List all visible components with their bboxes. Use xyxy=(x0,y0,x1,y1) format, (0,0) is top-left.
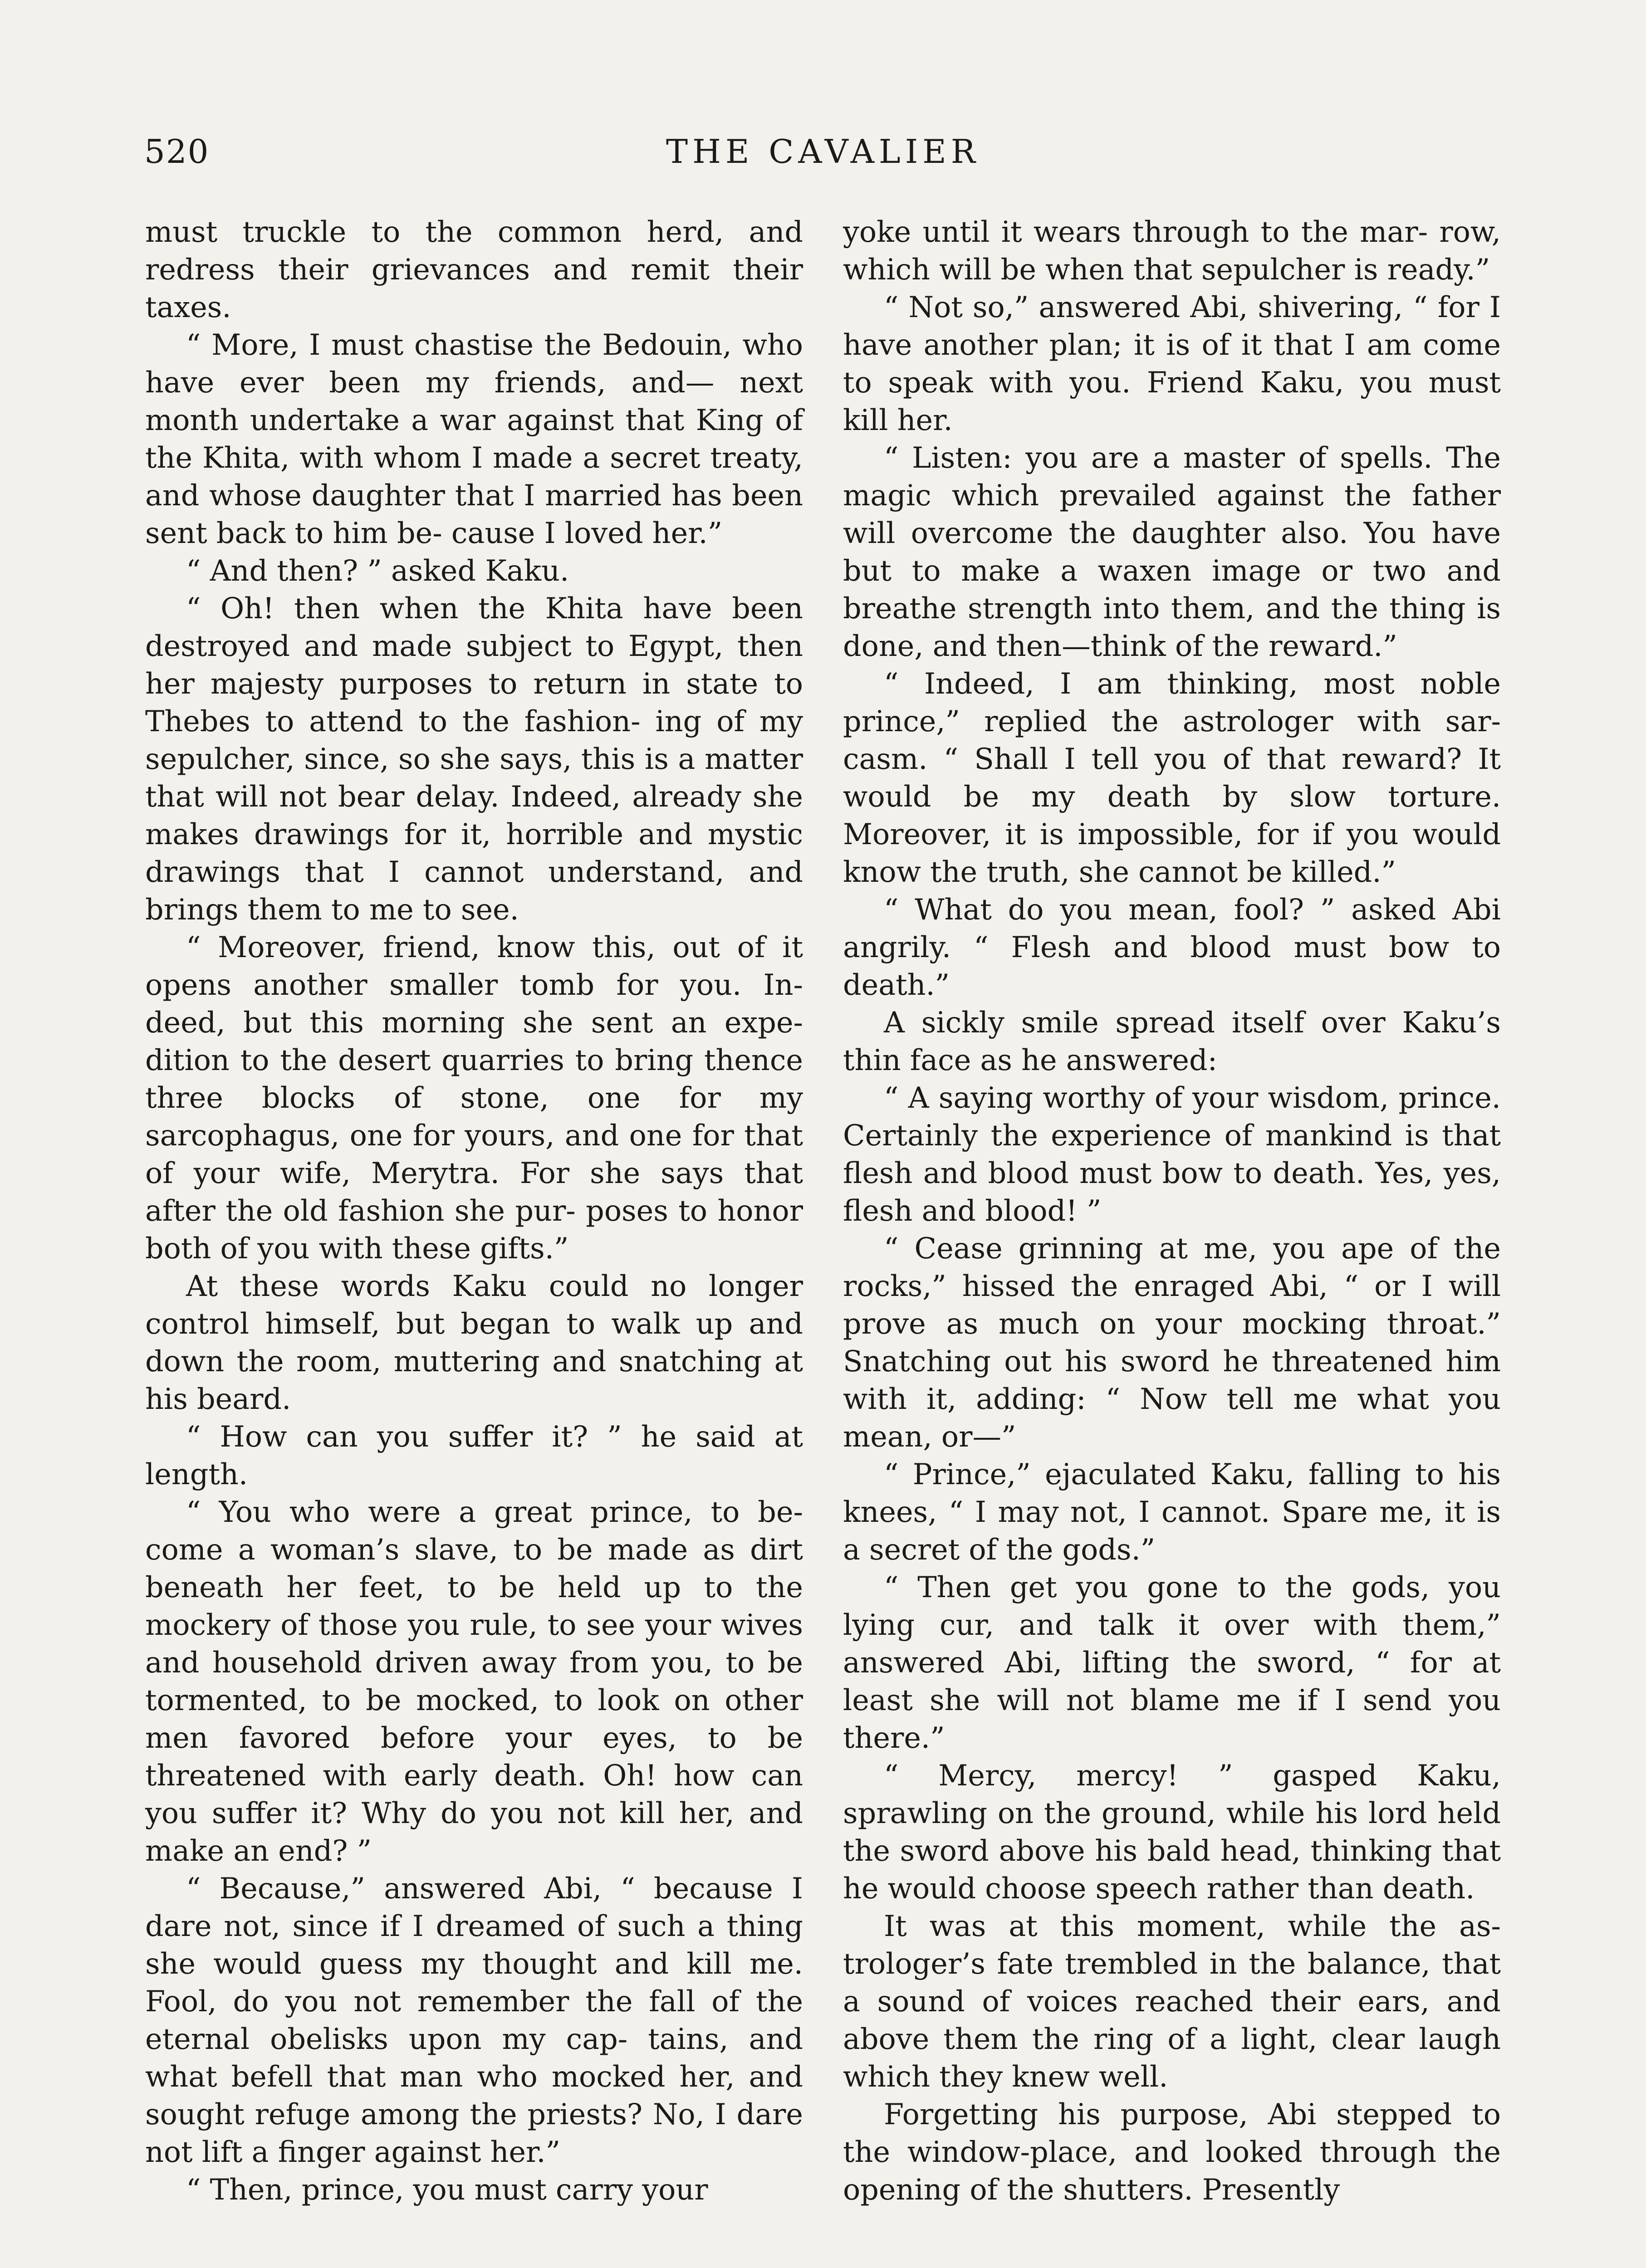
page-number: 520 xyxy=(144,132,210,171)
left-column xyxy=(145,213,803,2209)
paragraph: “ Mercy, mercy! ” gasped Kaku, sprawling on the ground, while his lord held the sword above his bald head, thinking that he would choose speech rather than death. xyxy=(843,1759,1501,1905)
paragraph: Forgetting his purpose, Abi stepped to the window-place, and looked through the opening of the shutters. Presently xyxy=(843,2097,1501,2206)
paragraph: “ How can you suffer it? ” he said at length. xyxy=(145,1420,803,1491)
paragraph: “ Prince,” ejaculated Kaku, falling to his knees, “ I may not, I cannot. Spare me, it is a secret of the gods.” xyxy=(843,1457,1501,1566)
running-head: THE CAVALIER xyxy=(666,132,980,171)
paragraph: “ What do you mean, fool? ” asked Abi angrily. “ Flesh and blood must bow to death.” xyxy=(843,893,1501,1002)
paragraph: “ Then get you gone to the gods, you lying cur, and talk it over with them,” answered Abi, lifting the sword, “ for at least she will not blame me if I send you there.” xyxy=(843,1570,1501,1755)
paragraph: “ Not so,” answered Abi, shivering, “ for I have another plan; it is of it that I am come to speak with you. Friend Kaku, you must kill her. xyxy=(843,290,1501,437)
paragraph: It was at this moment, while the as- trologer’s fate trembled in the balance, that a sound of voices reached their ears, and above them the ring of a light, clear laugh which they knew well. xyxy=(843,1909,1501,2093)
paragraph: At these words Kaku could no longer control himself, but began to walk up and down the room, muttering and snatching at his beard. xyxy=(145,1269,803,1416)
paragraph: “ More, I must chastise the Bedouin, who have ever been my friends, and— next month undertake a war against that King of the Khita, with whom I made a secret treaty, and whose daughter that I married has been sent back to him be- cause I loved her.” xyxy=(145,328,803,550)
paragraph: must truckle to the common herd, and redress their grievances and remit their taxes. xyxy=(145,215,803,324)
paragraph: “ Indeed, I am thinking, most noble prince,” replied the astrologer with sar- casm. “ Shall I tell you of that reward? It would be my death by slow torture. Moreover, it is impossible, for if you would know the truth, she cannot be killed.” xyxy=(843,667,1501,889)
paragraph: “ Oh! then when the Khita have been destroyed and made subject to Egypt, then her majesty purposes to return in state to Thebes to attend to the fashion- ing of my sepulcher, since, so she says, this is a matter that will not bear delay. Indeed, already she makes drawings for it, horrible and mystic drawings that I cannot understand, and brings them to me to see. xyxy=(145,591,803,926)
paragraph: “ You who were a great prince, to be- come a woman’s slave, to be made as dirt beneath her feet, to be held up to the mockery of those you rule, to see your wives and household driven away from you, to be tormented, to be mocked, to look on other men favored before your eyes, to be threatened with early death. Oh! how can you suffer it? Why do you not kill her, and make an end? ” xyxy=(145,1495,803,1867)
paragraph: “ Cease grinning at me, you ape of the rocks,” hissed the enraged Abi, “ or I will prove as much on your mocking throat.” Snatching out his sword he threatened him with it, adding: “ Now tell me what you mean, or—” xyxy=(843,1232,1501,1453)
paragraph: “ Moreover, friend, know this, out of it opens another smaller tomb for you. In- deed, but this morning she sent an expe- dition to the desert quarries to bring thence three blocks of stone, one for my sarcophagus, one for yours, and one for that of your wife, Merytra. For she says that after the old fashion she pur- poses to honor both of you with these gifts.” xyxy=(145,930,803,1265)
right-column xyxy=(843,213,1501,2209)
paragraph: “ Then, prince, you must carry your xyxy=(186,2173,708,2206)
paragraph: yoke until it wears through to the mar- row, which will be when that sepulcher is ready.” xyxy=(843,215,1501,286)
paragraph: A sickly smile spread itself over Kaku’s thin face as he answered: xyxy=(843,1006,1501,1077)
paragraph: “ A saying worthy of your wisdom, prince. Certainly the experience of mankind is that flesh and blood must bow to death. Yes, yes, flesh and blood! ” xyxy=(843,1081,1501,1227)
paragraph: “ And then? ” asked Kaku. xyxy=(186,554,569,587)
paragraph: “ Because,” answered Abi, “ because I dare not, since if I dreamed of such a thing she would guess my thought and kill me. Fool, do you not remember the fall of the eternal obelisks upon my cap- tains, and what befell that man who mocked her, and sought refuge among the priests? No, I dare not lift a finger against her.” xyxy=(145,1872,803,2169)
paragraph: “ Listen: you are a master of spells. The magic which prevailed against the father will overcome the daughter also. You have but to make a waxen image or two and breathe strength into them, and the thing is done, and then—think of the reward.” xyxy=(843,441,1501,663)
